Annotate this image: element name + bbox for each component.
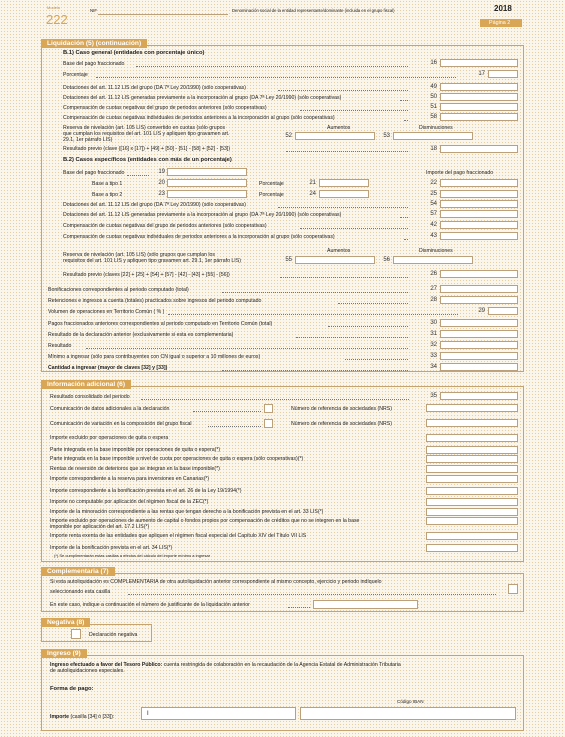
info-field-0[interactable] — [426, 434, 518, 442]
field-26[interactable] — [440, 270, 518, 278]
nrs-field-2[interactable] — [426, 419, 518, 427]
year-label: 2018 — [494, 4, 512, 13]
reserva2-label-1: Reserva de nivelación (art. 105 LIS) (sólo grupos que cumplan los — [63, 252, 215, 258]
tot-field-3[interactable] — [440, 319, 518, 327]
b1-key-3: 50 — [430, 94, 437, 100]
nrs-label-1: Número de referencia de sociedades (NRS) — [291, 406, 392, 412]
info-label-10: Importe de la bonificación prevista en el art. 34 LIS(*) — [50, 545, 173, 551]
tot-label-5: Resultado — [48, 343, 72, 349]
key-18: 18 — [430, 146, 437, 152]
leader — [400, 100, 408, 101]
key-21: 21 — [309, 180, 316, 186]
tot-key-6: 33 — [430, 353, 437, 359]
iban-label: Código IBAN — [397, 699, 424, 704]
leader — [222, 370, 408, 371]
page-badge — [480, 19, 522, 27]
ingreso-line-1-bold: Ingreso efectuado a favor del Tesoro Público: — [50, 662, 163, 668]
nrs-label-2: Número de referencia de sociedades (NRS) — [291, 421, 392, 427]
leader — [345, 359, 408, 360]
field-35[interactable] — [440, 392, 518, 400]
complementaria-line-2: seleccionando esta casilla — [50, 589, 111, 595]
field-25[interactable] — [440, 190, 518, 198]
aumentos-header-2: Aumentos — [327, 248, 351, 254]
leader — [338, 303, 408, 304]
tot-label-6: Mínimo a ingresar (sólo para contribuyentes con CN igual o superior a 10 millones de euros) — [48, 354, 261, 360]
ingreso-line-1-rest: cuenta restringida de colaboración en la recaudación de la Agencia Estatal de Administración Tributaria — [162, 662, 401, 668]
comunicacion-datos-label: Comunicación de datos adicionales a la declaración — [50, 406, 170, 412]
info-field-2[interactable] — [426, 455, 518, 463]
justificante-field[interactable] — [313, 600, 418, 609]
info-label-3: Rentas de reversión de deterioros que se integran en la base imponible(*) — [50, 466, 220, 472]
field-55[interactable] — [295, 256, 375, 264]
b2-base-label: Base del pago fraccionado — [63, 170, 125, 176]
leader — [208, 426, 261, 427]
negativa-label: Declaración negativa — [89, 632, 138, 638]
b2-key-1: 57 — [430, 211, 437, 217]
complementaria-checkbox[interactable] — [508, 584, 518, 594]
tot-key-2: 29 — [478, 308, 485, 314]
tot-key-1: 28 — [430, 297, 437, 303]
leader — [300, 110, 408, 111]
tot-field-1[interactable] — [440, 296, 518, 304]
leader — [404, 120, 408, 121]
porcentaje-1-label: Porcentaje — [259, 181, 284, 187]
base-tipo-1-label: Base a tipo 1 — [92, 181, 123, 187]
tot-field-5[interactable] — [440, 341, 518, 349]
b1-label-2: Dotaciones del art. 11.12 LIS del grupo (DA 7ª Ley 20/1990) (sólo cooperativas) — [63, 85, 246, 91]
key-56: 56 — [383, 257, 390, 263]
importe-label-bold: Importe — [50, 714, 70, 720]
field-56[interactable] — [393, 256, 473, 264]
importe-field[interactable] — [141, 707, 296, 720]
leader — [278, 90, 408, 91]
b1-title: B.1) Caso general (entidades con porcentaje único) — [63, 50, 205, 56]
key-23: 23 — [158, 191, 165, 197]
key-24: 24 — [309, 191, 316, 197]
leader — [404, 239, 408, 240]
base-tipo-2-label: Base a tipo 2 — [92, 192, 123, 198]
info-field-3[interactable] — [426, 465, 518, 473]
importe-pago-header: Importe del pago fraccionado — [426, 170, 494, 176]
key-53: 53 — [383, 133, 390, 139]
b1-field-0[interactable] — [440, 59, 518, 67]
b2-field-2[interactable] — [440, 221, 518, 229]
field-24[interactable] — [319, 190, 369, 198]
disminuciones-header-1: Disminuciones — [419, 125, 453, 131]
tot-field-0[interactable] — [440, 285, 518, 293]
info-label-4: Importe correspondiente a la reserva para inversiones en Canarias(*) — [50, 476, 210, 482]
info-footnote: (*) Se cumplimentarán estas casillas a efectos del cálculo del importe mínimo a ingresar — [54, 553, 211, 558]
ingreso-line-2: de autoliquidaciones especiales. — [50, 668, 125, 674]
leader — [128, 594, 496, 595]
nif-label: NIF — [90, 8, 98, 13]
leader — [280, 277, 408, 278]
nrs-field-1[interactable] — [426, 404, 518, 412]
leader — [136, 66, 408, 67]
info-label-7: Importe de la minoración correspondiente a las rentas que tengan derecho a la bonificación prevista en el art. 33 LIS(*) — [50, 509, 324, 515]
info-field-6[interactable] — [426, 498, 518, 506]
b2-key-3: 43 — [430, 233, 437, 239]
b1-field-4[interactable] — [440, 103, 518, 111]
iban-field[interactable] — [300, 707, 516, 720]
resultado1-label: Resultado previo (clave ([16] x [17]) + [49] + [50] - [51] - [58] + [52] - [53]) — [63, 146, 231, 152]
tot-label-7: Cantidad a ingresar (mayor de claves [32] y [33]) — [48, 365, 168, 371]
porcentaje-2-label: Porcentaje — [259, 192, 284, 198]
leader — [278, 207, 408, 208]
negativa-title: Negativa (8) — [41, 618, 90, 627]
key-20: 20 — [158, 180, 165, 186]
reserva2-label-2: requisitos del art. 101 LIS y apliquen tipo gravamen art. 29.1, 1er párrafo LIS) — [63, 258, 241, 264]
tot-label-4: Resultado de la declaración anterior (exclusivamente si esta es complementaria) — [48, 332, 234, 338]
leader — [296, 337, 408, 338]
leader — [193, 411, 261, 412]
b2-field-3[interactable] — [440, 232, 518, 240]
b1-label-3: Dotaciones del art. 11.12 LIS generadas previamente a la incorporación al grupo (DA 7ª Ley 20/1990) (sólo cooperativas) — [63, 95, 342, 101]
b1-label-1: Porcentaje — [63, 72, 88, 78]
info-field-4[interactable] — [426, 475, 518, 483]
info-label-5: Importe correspondiente a la bonificación prevista en el art. 26 de la Ley 19/1994(*) — [50, 488, 242, 494]
tot-field-4[interactable] — [440, 330, 518, 338]
tot-key-3: 30 — [430, 320, 437, 326]
importe-label — [50, 714, 114, 720]
b2-field-1[interactable] — [440, 210, 518, 218]
leader — [288, 607, 310, 608]
b1-label-0: Base del pago fraccionado — [63, 61, 125, 67]
leader — [86, 348, 408, 349]
info-label-9: Importe renta exenta de las entidades que apliquen el régimen fiscal especial del Capítulo XIV del Título VII LIS — [50, 533, 307, 539]
field-18[interactable] — [440, 145, 518, 153]
key-19: 19 — [158, 169, 165, 175]
negativa-checkbox[interactable] — [71, 629, 81, 639]
nif-field[interactable] — [98, 7, 228, 15]
modelo-label: Modelo — [47, 5, 61, 10]
complementaria-title: Complementaria (7) — [41, 567, 115, 576]
info-field-9[interactable] — [426, 532, 518, 540]
key-35: 35 — [430, 393, 437, 399]
leader — [168, 314, 458, 315]
complementaria-line-1: Si esta autoliquidación es COMPLEMENTARIA de otra autoliquidación anterior correspondiente al mismo concepto, ejercicio y periodo indíquelo — [50, 579, 382, 585]
b2-key-0: 54 — [430, 201, 437, 207]
field-21[interactable] — [319, 179, 369, 187]
leader — [328, 326, 408, 327]
key-26: 26 — [430, 271, 437, 277]
b1-key-0: 16 — [430, 60, 437, 66]
info-label-6: Importe no computable por aplicación del régimen fiscal de la ZEC(*) — [50, 499, 209, 505]
leader — [96, 77, 456, 78]
reserva1-label-3: 29.1, 1er párrafo LIS) — [63, 137, 113, 143]
field-22[interactable] — [440, 179, 518, 187]
b2-label-3: Compensación de cuotas negativas individuales de periodos anteriores a la incorporación al grupo (sólo cooperativas) — [63, 234, 335, 240]
tot-label-3: Pagos fraccionados anteriores correspondientes al periodo computado en Territorio Común (total) — [48, 321, 273, 327]
b1-key-4: 51 — [430, 104, 437, 110]
tot-label-1: Retenciones e ingresos a cuenta (totales) practicados sobre ingresos del periodo computado — [48, 298, 262, 304]
modelo-number: 222 — [46, 12, 68, 27]
b2-label-2: Compensación de cuotas negativas del grupo de periodos anteriores (sólo cooperativas) — [63, 223, 267, 229]
tot-field-2[interactable] — [488, 307, 518, 315]
tot-key-0: 27 — [430, 286, 437, 292]
field-19[interactable] — [167, 168, 247, 176]
key-55: 55 — [285, 257, 292, 263]
aumentos-header-1: Aumentos — [327, 125, 351, 131]
reserva1-label-2: que cumplan los requisitos del art. 101 LIS y apliquen tipo gravamen art. — [63, 131, 230, 137]
b1-key-2: 49 — [430, 84, 437, 90]
leader — [286, 151, 408, 152]
b1-key-1: 17 — [478, 71, 485, 77]
comunicacion-variacion-label: Comunicación de variación en la composición del grupo fiscal — [50, 421, 192, 427]
comunicacion-datos-checkbox[interactable] — [264, 404, 273, 413]
disminuciones-header-2: Disminuciones — [419, 248, 453, 254]
b2-label-1: Dotaciones del art. 11.12 LIS generadas previamente a la incorporación al grupo (DA 7ª Ley 20/1990) (sólo cooperativas) — [63, 212, 342, 218]
resultado-consolidado-label: Resultado consolidado del periodo — [50, 394, 130, 400]
page-number: Página 2 — [489, 20, 511, 26]
complementaria-line-3: En este caso, indique a continuación el número de justificante de la liquidación anterior — [50, 602, 250, 608]
b2-title: B.2) Casos específicos (entidades con más de un porcentaje) — [63, 157, 232, 163]
importe-label-rest: (casilla [34] ó [33]): — [70, 714, 115, 720]
field-20[interactable] — [167, 179, 247, 187]
tot-field-6[interactable] — [440, 352, 518, 360]
info-field-10[interactable] — [426, 544, 518, 552]
key-22: 22 — [430, 180, 437, 186]
info-field-8[interactable] — [426, 517, 518, 525]
leader — [127, 175, 149, 176]
b1-key-5: 58 — [430, 114, 437, 120]
field-23[interactable] — [167, 190, 247, 198]
info-label-0: Importe excluido por operaciones de quita o espera — [50, 435, 169, 441]
b2-field-0[interactable] — [440, 200, 518, 208]
b2-label-0: Dotaciones del art. 11.12 LIS del grupo (DA 7ª Ley 20/1990) (sólo cooperativas) — [63, 202, 246, 208]
info-field-7[interactable] — [426, 508, 518, 516]
field-53[interactable] — [393, 132, 473, 140]
liquidacion-title: Liquidación (5) (continuación) — [41, 39, 147, 48]
leader — [300, 228, 408, 229]
tot-label-0: Bonificaciones correspondientes al periodo computado (total) — [48, 287, 189, 293]
leader — [141, 399, 409, 400]
b1-label-4: Compensación de cuotas negativas del grupo de periodos anteriores (sólo cooperativas) — [63, 105, 267, 111]
tot-key-5: 32 — [430, 342, 437, 348]
info-label-8: Importe excluido por operaciones de aumento de capital o fondos propios por compensación de créditos que no se integren en la base imponible por aplicación del art. 17.2 LIS(*) — [50, 518, 360, 530]
b1-field-3[interactable] — [440, 93, 518, 101]
ingreso-title: Ingreso (9) — [41, 649, 87, 658]
field-52[interactable] — [295, 132, 375, 140]
leader — [222, 292, 408, 293]
tot-field-7[interactable] — [440, 363, 518, 371]
tot-key-7: 34 — [430, 364, 437, 370]
reserva1-label-1: Reserva de nivelación (art. 105 LIS) convertido en cuotas (sólo grupos — [63, 125, 226, 131]
b1-field-2[interactable] — [440, 83, 518, 91]
b2-key-2: 42 — [430, 222, 437, 228]
leader — [400, 217, 408, 218]
b1-field-1[interactable] — [488, 70, 518, 78]
info-field-1[interactable] — [426, 446, 518, 454]
b1-label-5: Compensación de cuotas negativas individuales de periodos anteriores a la incorporación al grupo (sólo cooperativas) — [63, 115, 335, 121]
resultado2-label: Resultado previo (claves [22] + [25] + [54] + [57] - [42] - [43] + [55] - [56]) — [63, 272, 230, 278]
key-25: 25 — [430, 191, 437, 197]
tot-label-2: Volumen de operaciones en Territorio Común ( % ) — [48, 309, 165, 315]
info-label-1: Parte integrada en la base imponible por operaciones de quita o espera(*) — [50, 447, 221, 453]
b1-field-5[interactable] — [440, 113, 518, 121]
forma-pago-label: Forma de pago: — [50, 686, 94, 692]
key-52: 52 — [285, 133, 292, 139]
comunicacion-variacion-checkbox[interactable] — [264, 419, 273, 428]
tot-key-4: 31 — [430, 331, 437, 337]
info-title: Información adicional (6) — [41, 380, 131, 389]
importe-prefix: I — [147, 711, 149, 717]
info-field-5[interactable] — [426, 487, 518, 495]
denominacion-label: Denominación social de la entidad representante/dominante (incluida en el grupo fiscal) — [232, 8, 395, 13]
info-label-2: Parte integrada en la base imponible a nivel de cuota por operaciones de quita o espera (sólo cooperativas)(*) — [50, 456, 304, 462]
